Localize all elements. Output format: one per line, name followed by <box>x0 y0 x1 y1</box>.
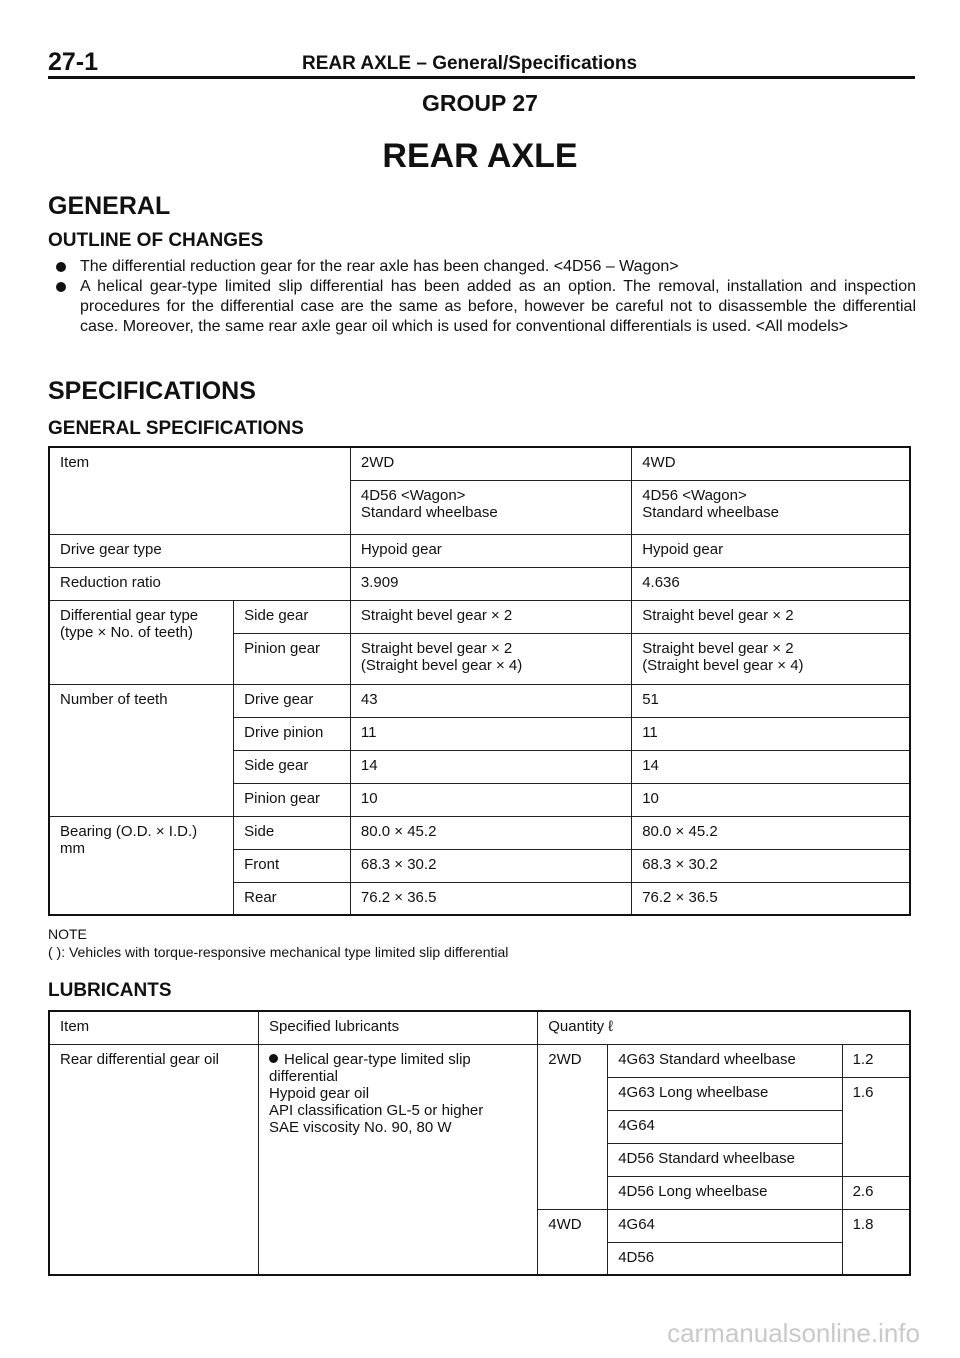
table-cell: 14 <box>350 750 631 783</box>
general-specifications-table <box>48 446 911 916</box>
table-cell: 4WD <box>538 1209 608 1275</box>
general-specifications-heading: GENERAL SPECIFICATIONS <box>48 418 304 439</box>
table-cell: 2.6 <box>842 1176 910 1209</box>
table-cell: Rear <box>234 882 351 915</box>
table-row <box>49 447 910 480</box>
table-row <box>49 684 910 717</box>
table-cell: 1.8 <box>842 1209 910 1275</box>
table-cell: Rear differential gear oil <box>49 1044 259 1275</box>
table-cell: Straight bevel gear × 2 (Straight bevel gear × 4) <box>632 633 910 684</box>
bullet-dot-icon <box>269 1054 278 1063</box>
table-cell: 4.636 <box>632 567 910 600</box>
lubricants-heading: LUBRICANTS <box>48 980 172 1001</box>
table-cell: 51 <box>632 684 910 717</box>
table-cell: 76.2 × 36.5 <box>350 882 631 915</box>
table-row <box>49 1044 910 1077</box>
specifications-heading: SPECIFICATIONS <box>48 377 256 405</box>
table-cell: Drive gear <box>234 684 351 717</box>
table-cell: 10 <box>350 783 631 816</box>
table-cell: Pinion gear <box>234 633 351 684</box>
bullet-text: A helical gear-type limited slip differential has been added as an option. The removal, installation and inspection procedures for the differential case are the same as before, however be careful not to disassemble the differential case. Moreover, the same rear axle gear oil which is used for conventional differentials is used. <All models> <box>80 278 916 335</box>
group-label: GROUP 27 <box>422 90 538 116</box>
table-cell: 4G64 <box>608 1110 842 1143</box>
table-cell: 2WD <box>538 1044 608 1209</box>
table-cell: 43 <box>350 684 631 717</box>
table-row <box>49 567 910 600</box>
table-cell: 76.2 × 36.5 <box>632 882 910 915</box>
table-cell: Number of teeth <box>49 684 234 816</box>
note-title: NOTE <box>48 926 87 942</box>
table-cell: Side gear <box>234 600 351 633</box>
table-cell: Item <box>49 447 350 534</box>
note <box>48 925 508 961</box>
table-cell: Item <box>49 1011 259 1044</box>
bullet-dot-icon <box>56 282 66 292</box>
lubricants-table <box>48 1010 911 1276</box>
spec-helical: Helical gear-type limited slip differential <box>269 1050 471 1085</box>
header-title: REAR AXLE – General/Specifications <box>302 53 638 74</box>
table-cell: 4G63 Long wheelbase <box>608 1077 842 1110</box>
outline-bullets <box>56 257 916 337</box>
table-cell: Pinion gear <box>234 783 351 816</box>
table-cell: Side gear <box>234 750 351 783</box>
table-cell: Reduction ratio <box>49 567 350 600</box>
table-cell: 2WD <box>350 447 631 480</box>
page-number: 27-1 <box>48 48 99 76</box>
table-cell <box>259 1044 538 1275</box>
table-cell: 11 <box>350 717 631 750</box>
table-cell: 80.0 × 45.2 <box>632 816 910 849</box>
watermark: carmanualsonline.info <box>667 1318 920 1348</box>
table-cell: 4WD <box>632 447 910 480</box>
general-heading: GENERAL <box>48 192 171 220</box>
table-cell: Drive gear type <box>49 534 350 567</box>
table-cell: 4D56 <Wagon> Standard wheelbase <box>632 480 910 534</box>
header-rule <box>48 76 915 79</box>
outline-heading: OUTLINE OF CHANGES <box>48 230 264 251</box>
bullet-item <box>56 277 916 337</box>
table-cell: Drive pinion <box>234 717 351 750</box>
table-cell: Straight bevel gear × 2 <box>632 600 910 633</box>
table-cell: Straight bevel gear × 2 (Straight bevel gear × 4) <box>350 633 631 684</box>
table-row <box>49 816 910 849</box>
page-title: REAR AXLE <box>382 137 578 175</box>
bullet-item <box>56 257 916 277</box>
table-cell: Specified lubricants <box>259 1011 538 1044</box>
table-cell: 4D56 <box>608 1242 842 1275</box>
table-cell: 1.2 <box>842 1044 910 1077</box>
spec-hypoid: Hypoid gear oil API classification GL-5 or higher SAE viscosity No. 90, 80 W <box>269 1084 484 1136</box>
table-row <box>49 1011 910 1044</box>
table-cell: Hypoid gear <box>632 534 910 567</box>
table-cell: 4D56 Long wheelbase <box>608 1176 842 1209</box>
table-cell: 80.0 × 45.2 <box>350 816 631 849</box>
bullet-dot-icon <box>56 262 66 272</box>
table-cell: 4G63 Standard wheelbase <box>608 1044 842 1077</box>
table-cell: Side <box>234 816 351 849</box>
table-row <box>49 534 910 567</box>
table-cell: Bearing (O.D. × I.D.) mm <box>49 816 234 915</box>
bullet-text: The differential reduction gear for the rear axle has been changed. <4D56 – Wagon> <box>80 258 679 275</box>
table-cell: 4G64 <box>608 1209 842 1242</box>
table-cell: Straight bevel gear × 2 <box>350 600 631 633</box>
table-cell: 11 <box>632 717 910 750</box>
table-row <box>49 600 910 633</box>
table-cell: Front <box>234 849 351 882</box>
table-cell: 10 <box>632 783 910 816</box>
table-cell: 68.3 × 30.2 <box>350 849 631 882</box>
table-cell: 1.6 <box>842 1077 910 1176</box>
table-cell: 3.909 <box>350 567 631 600</box>
table-cell: 14 <box>632 750 910 783</box>
page-header <box>48 44 915 76</box>
table-cell: 4D56 Standard wheelbase <box>608 1143 842 1176</box>
table-cell: 68.3 × 30.2 <box>632 849 910 882</box>
table-cell: Differential gear type (type × No. of teeth) <box>49 600 234 684</box>
table-cell: Quantity ℓ <box>538 1011 910 1044</box>
table-cell: Hypoid gear <box>350 534 631 567</box>
note-text: ( ): Vehicles with torque-responsive mechanical type limited slip differential <box>48 944 509 960</box>
table-cell: 4D56 <Wagon> Standard wheelbase <box>350 480 631 534</box>
